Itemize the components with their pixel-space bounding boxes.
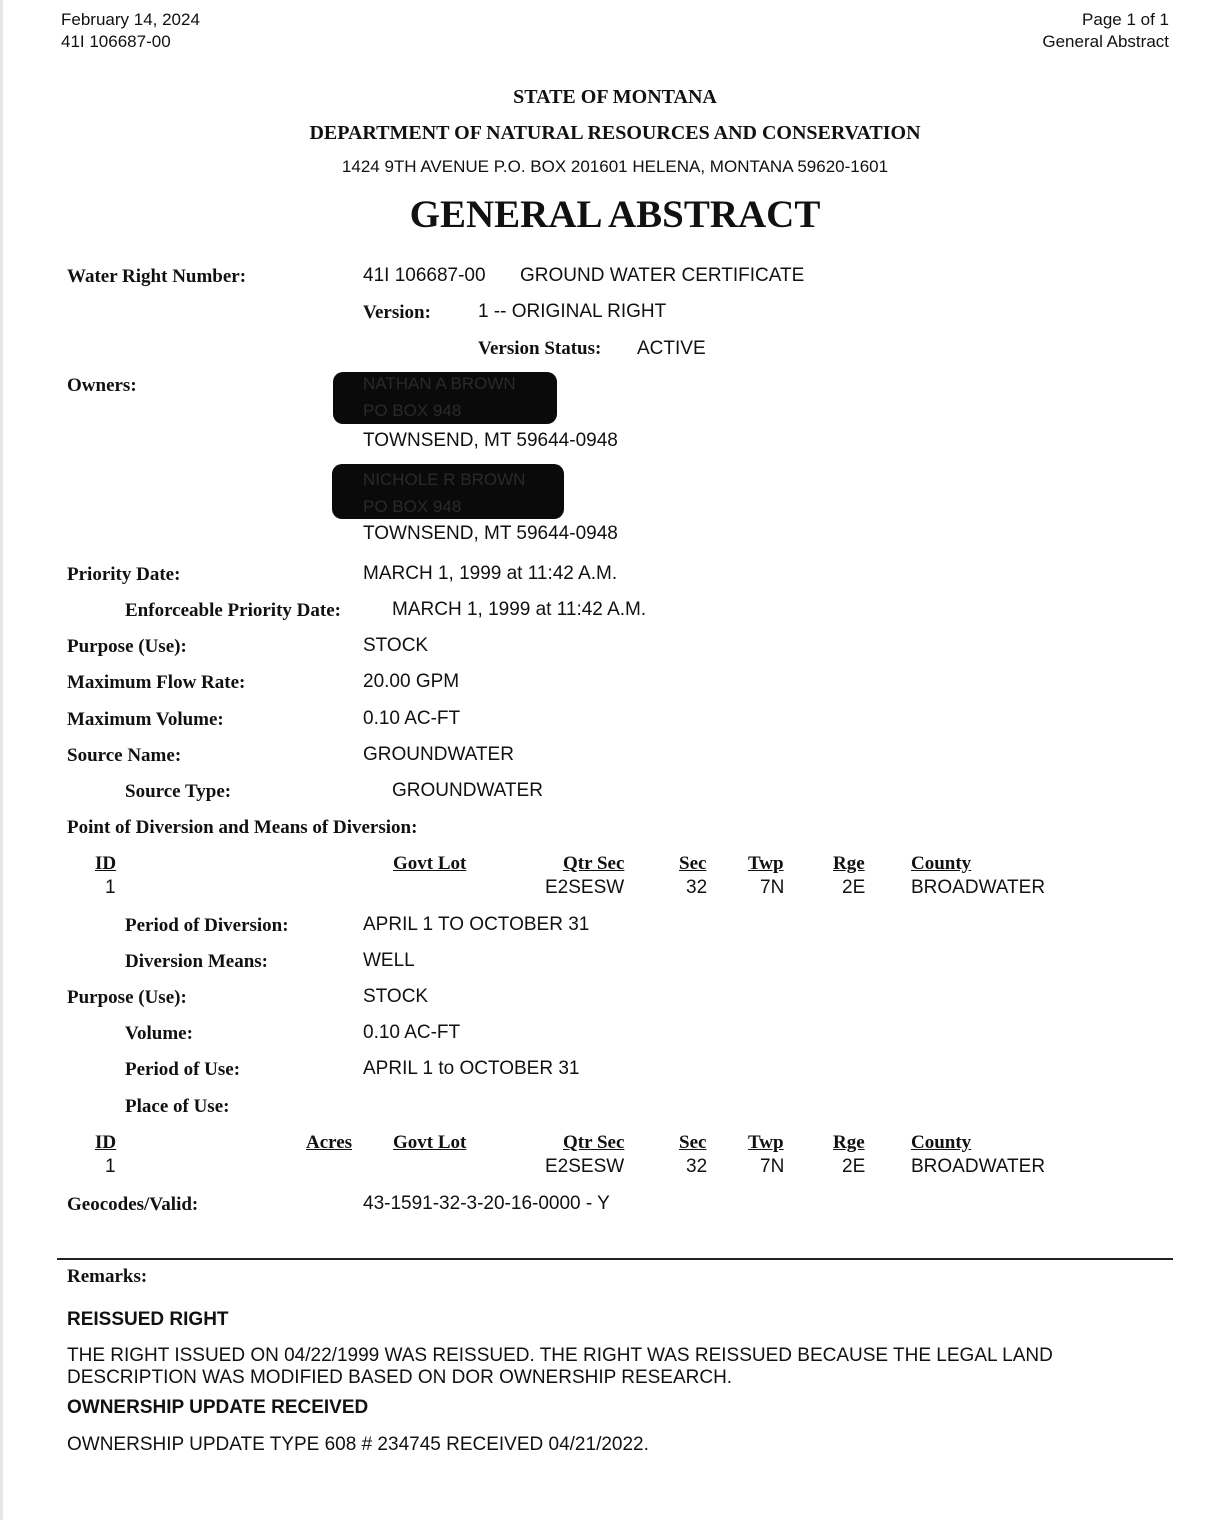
remarks-text-reissued-line1: THE RIGHT ISSUED ON 04/22/1999 WAS REISSUED. THE RIGHT WAS REISSUED BECAUSE THE LEGAL LAND: [67, 1345, 1053, 1366]
div-row-qtr-sec: E2SESW: [545, 877, 625, 898]
pou-col-twp: Twp: [748, 1132, 784, 1153]
owner-2-city: TOWNSEND, MT 59644-0948: [363, 523, 618, 544]
period-of-diversion-value: APRIL 1 TO OCTOBER 31: [363, 914, 590, 935]
max-volume-value: 0.10 AC-FT: [363, 708, 461, 729]
pou-col-govt-lot: Govt Lot: [393, 1132, 467, 1153]
water-right-number-label: Water Right Number:: [67, 266, 247, 287]
source-type-label: Source Type:: [125, 781, 232, 802]
remarks-heading-ownership: OWNERSHIP UPDATE RECEIVED: [67, 1397, 369, 1418]
remarks-label: Remarks:: [67, 1266, 148, 1287]
diversion-means-label: Diversion Means:: [125, 951, 269, 972]
pou-row-sec: 32: [686, 1156, 708, 1177]
pou-col-qtr-sec: Qtr Sec: [563, 1132, 625, 1153]
pou-row-rge: 2E: [842, 1156, 866, 1177]
print-date: February 14, 2024: [61, 10, 200, 29]
priority-date-value: MARCH 1, 1999 at 11:42 A.M.: [363, 563, 618, 584]
purpose-value: STOCK: [363, 635, 429, 656]
div-col-twp: Twp: [748, 853, 784, 874]
pou-row-county: BROADWATER: [911, 1156, 1046, 1177]
div-col-sec: Sec: [679, 853, 707, 874]
department-heading: DEPARTMENT OF NATURAL RESOURCES AND CONSERVATION: [309, 122, 921, 144]
source-name-label: Source Name:: [67, 745, 182, 766]
source-name-value: GROUNDWATER: [363, 744, 514, 765]
div-col-govt-lot: Govt Lot: [393, 853, 467, 874]
max-volume-label: Maximum Volume:: [67, 709, 224, 730]
div-row-sec: 32: [686, 877, 708, 898]
point-of-diversion-label: Point of Diversion and Means of Diversion:: [67, 817, 418, 838]
div-row-rge: 2E: [842, 877, 866, 898]
purpose-use-label: Purpose (Use):: [67, 987, 187, 1008]
owner-1-address: PO BOX 948: [363, 401, 462, 420]
pou-col-sec: Sec: [679, 1132, 707, 1153]
purpose-use-value: STOCK: [363, 986, 429, 1007]
max-flow-rate-value: 20.00 GPM: [363, 671, 460, 692]
section-divider: [57, 1258, 1173, 1260]
pou-col-id: ID: [95, 1132, 117, 1153]
pou-row-qtr-sec: E2SESW: [545, 1156, 625, 1177]
header-doc-type: General Abstract: [1042, 32, 1169, 51]
period-of-use-value: APRIL 1 to OCTOBER 31: [363, 1058, 580, 1079]
div-col-county: County: [911, 853, 972, 874]
div-row-id: 1: [105, 877, 116, 898]
pou-col-acres: Acres: [306, 1132, 353, 1153]
enforceable-priority-date-value: MARCH 1, 1999 at 11:42 A.M.: [392, 599, 647, 620]
owner-2-address: PO BOX 948: [363, 497, 462, 516]
version-label: Version:: [363, 302, 431, 323]
geocodes-value: 43-1591-32-3-20-16-0000 - Y: [363, 1193, 610, 1214]
remarks-heading-reissued: REISSUED RIGHT: [67, 1309, 229, 1330]
priority-date-label: Priority Date:: [67, 564, 181, 585]
geocodes-label: Geocodes/Valid:: [67, 1194, 199, 1215]
div-row-twp: 7N: [760, 877, 785, 898]
max-flow-rate-label: Maximum Flow Rate:: [67, 672, 246, 693]
version-value: 1 -- ORIGINAL RIGHT: [478, 301, 667, 322]
remarks-text-reissued-line2: DESCRIPTION WAS MODIFIED BASED ON DOR OWNERSHIP RESEARCH.: [67, 1367, 733, 1388]
owners-label: Owners:: [67, 375, 137, 396]
right-type: GROUND WATER CERTIFICATE: [520, 265, 805, 286]
pou-col-county: County: [911, 1132, 972, 1153]
volume-label: Volume:: [125, 1023, 193, 1044]
pou-row-id: 1: [105, 1156, 116, 1177]
diversion-means-value: WELL: [363, 950, 415, 971]
owner-1-city: TOWNSEND, MT 59644-0948: [363, 430, 618, 451]
page-title: GENERAL ABSTRACT: [409, 193, 821, 236]
div-col-qtr-sec: Qtr Sec: [563, 853, 625, 874]
owner-1-name: NATHAN A BROWN: [363, 374, 516, 393]
version-status-value: ACTIVE: [637, 338, 706, 359]
source-type-value: GROUNDWATER: [392, 780, 543, 801]
place-of-use-label: Place of Use:: [125, 1096, 230, 1117]
div-row-county: BROADWATER: [911, 877, 1046, 898]
page-number: Page 1 of 1: [1082, 10, 1169, 29]
div-col-id: ID: [95, 853, 117, 874]
version-status-label: Version Status:: [478, 338, 602, 359]
purpose-label: Purpose (Use):: [67, 636, 187, 657]
period-of-diversion-label: Period of Diversion:: [125, 915, 289, 936]
owner-2-name: NICHOLE R BROWN: [363, 470, 526, 489]
div-col-rge: Rge: [833, 853, 865, 874]
volume-value: 0.10 AC-FT: [363, 1022, 461, 1043]
remarks-text-ownership: OWNERSHIP UPDATE TYPE 608 # 234745 RECEIVED 04/21/2022.: [67, 1434, 649, 1455]
agency-address: 1424 9TH AVENUE P.O. BOX 201601 HELENA, MONTANA 59620-1601: [341, 157, 889, 176]
period-of-use-label: Period of Use:: [125, 1059, 241, 1080]
pou-col-rge: Rge: [833, 1132, 865, 1153]
state-heading: STATE OF MONTANA: [513, 86, 717, 108]
header-doc-id: 41I 106687-00: [61, 32, 171, 51]
enforceable-priority-date-label: Enforceable Priority Date:: [125, 600, 341, 621]
water-right-number: 41I 106687-00: [363, 265, 486, 286]
pou-row-twp: 7N: [760, 1156, 785, 1177]
